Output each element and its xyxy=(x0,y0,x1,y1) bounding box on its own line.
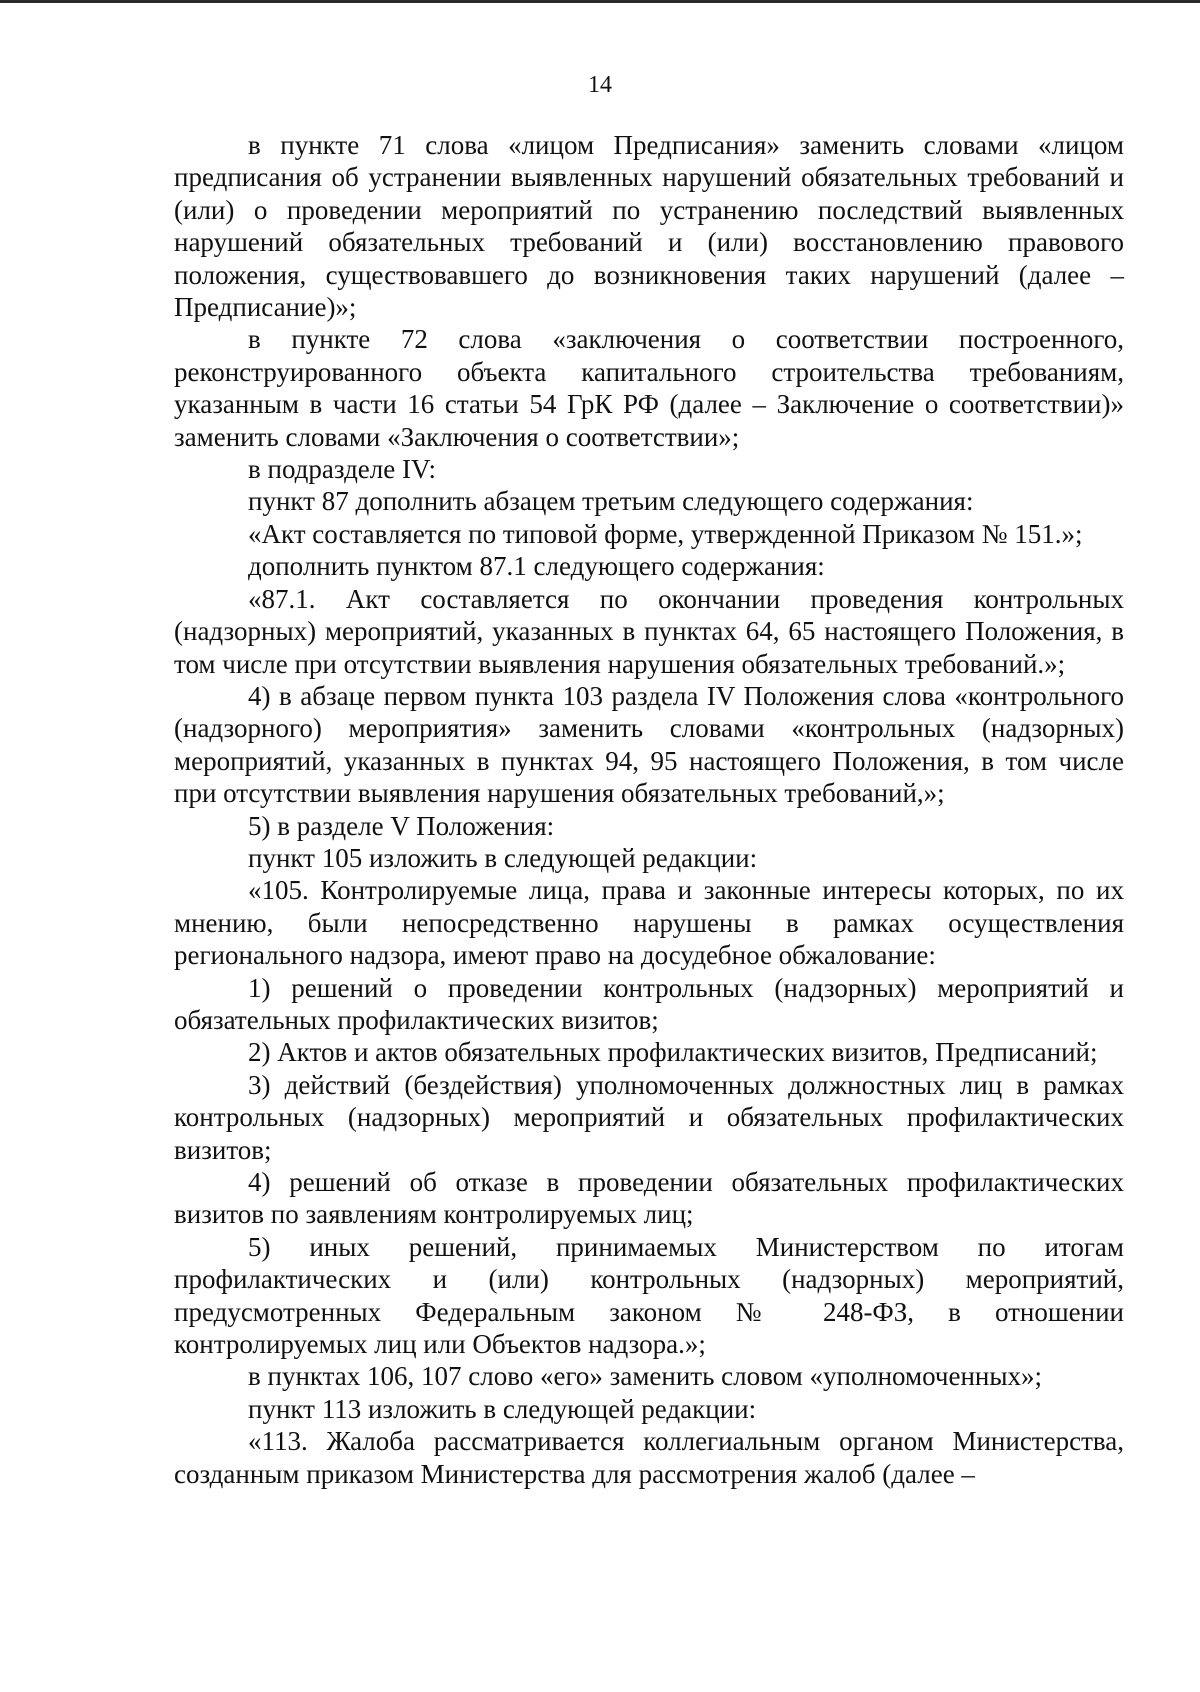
paragraph: «87.1. Акт составляется по окончании проведения контрольных (надзорных) мероприятий, указанных в пунктах 64, 65 настоящего Положения, в том числе при отсутствии выявления нарушения обязательных требований.»; xyxy=(174,583,1124,679)
paragraph: в пунктах 106, 107 слово «его» заменить словом «уполномоченных»; xyxy=(248,1361,1042,1392)
top-edge-line xyxy=(0,0,1200,3)
paragraph: «105. Контролируемые лица, права и законные интересы которых, по их мнению, были непосредственно нарушены в рамках осуществления регионального надзора, имеют право на досудебное обжалование: xyxy=(174,875,1124,971)
paragraph: дополнить пунктом 87.1 следующего содержания: xyxy=(248,551,825,582)
paragraph: «Акт составляется по типовой форме, утвержденной Приказом № 151.»; xyxy=(248,518,1083,549)
paragraph: 3) действий (бездействия) уполномоченных должностных лиц в рамках контрольных (надзорных) мероприятий и обязательных профилактических визитов; xyxy=(174,1069,1124,1165)
paragraph: пункт 105 изложить в следующей редакции: xyxy=(248,842,758,873)
paragraph: пункт 113 изложить в следующей редакции: xyxy=(248,1393,757,1424)
document-body xyxy=(174,129,1124,1490)
paragraph: 4) решений об отказе в проведении обязательных профилактических визитов по заявлениям контролируемых лиц; xyxy=(174,1167,1124,1230)
paragraph: 2) Актов и актов обязательных профилактических визитов, Предписаний; xyxy=(248,1037,1098,1068)
paragraph: 4) в абзаце первом пункта 103 раздела IV Положения слова «контрольного (надзорного) мероприятия» заменить словами «контрольных (надзорных) мероприятий, указанных в пунктах 94, 95 настоящего Положения, в том числе при отсутствии выявления нарушения обязательных требований,»; xyxy=(174,680,1124,809)
paragraph: в пункте 72 слова «заключения о соответствии построенного, реконструированного объекта капитального строительства требованиям, указанным в части 16 статьи 54 ГрК РФ (далее – Заключение о соответствии)» заменить словами «Заключения о соответствии»; xyxy=(174,324,1124,452)
page-number: 14 xyxy=(588,72,612,98)
paragraph: в подразделе IV: xyxy=(248,454,436,485)
paragraph: 1) решений о проведении контрольных (надзорных) мероприятий и обязательных профилактических визитов; xyxy=(174,972,1124,1035)
paragraph: в пункте 71 слова «лицом Предписания» заменить словами «лицом предписания об устранении выявленных нарушений обязательных требований и (или) о проведении мероприятий по устранению последствий выявленных нарушений обязательных требований и (или) восстановлению правового положения, существовавшего до возникновения таких нарушений (далее – Предписание)»; xyxy=(174,130,1124,323)
paragraph: 5) в разделе V Положения: xyxy=(248,810,555,841)
paragraph: «113. Жалоба рассматривается коллегиальным органом Министерства, созданным приказом Министерства для рассмотрения жалоб (далее – xyxy=(174,1426,1124,1489)
paragraph: пункт 87 дополнить абзацем третьим следующего содержания: xyxy=(248,486,974,517)
paragraph: 5) иных решений, принимаемых Министерством по итогам профилактических и (или) контрольных (надзорных) мероприятий, предусмотренных Федеральным законом № 248-ФЗ, в отношении контролируемых лиц или Объектов надзора.»; xyxy=(174,1231,1124,1360)
